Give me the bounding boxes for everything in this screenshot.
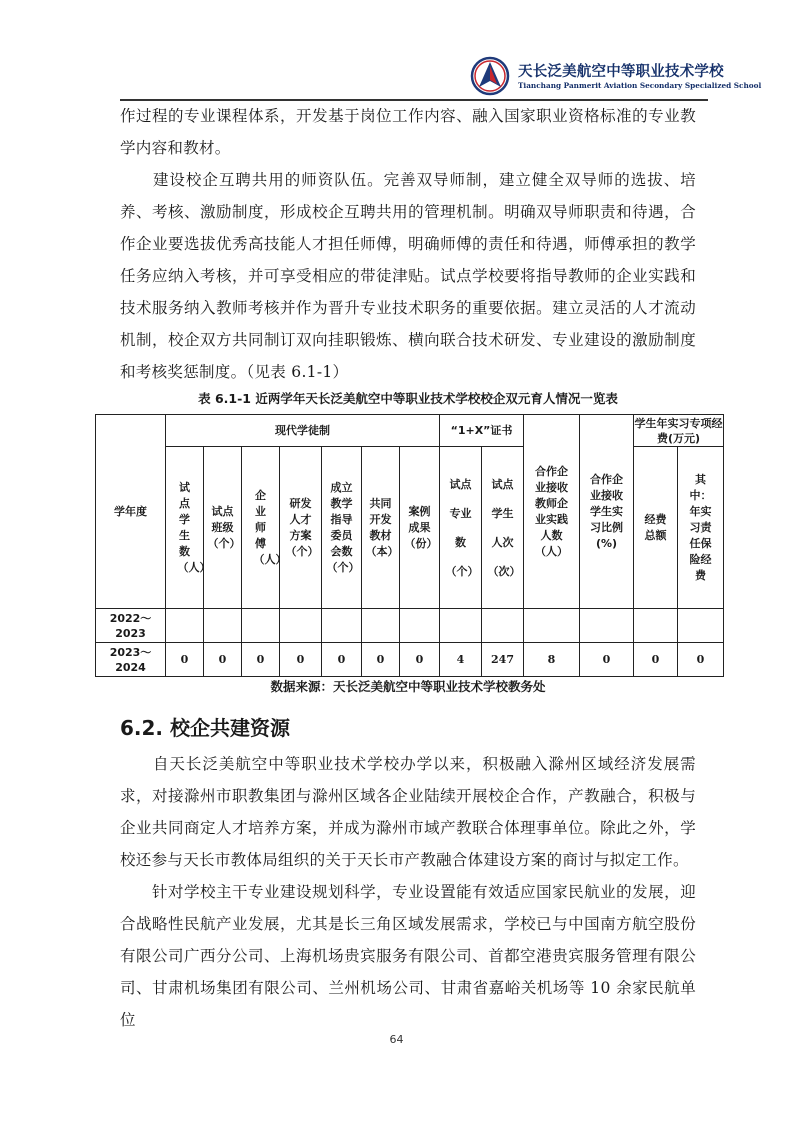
cell-mentors: 0 bbox=[242, 643, 280, 677]
school-logo-icon bbox=[470, 56, 510, 96]
cell-trial-classes bbox=[204, 609, 242, 643]
header-trial-students: 试点学生数（人） bbox=[166, 447, 204, 609]
cell-insurance-funds: 0 bbox=[678, 643, 724, 677]
paragraph-teaching-staff: 建设校企互聘共用的师资队伍。完善双导师制，建立健全双导师的选拔、培养、考核、激励制度，形成校企互聘共用的管理机制。明确双导师职责和待遇，合作企业要选拔优秀高技能人才担任师傅，明确师傅的责任和待遇，师傅承担的教学任务应纳入考核，并可享受相应的带徒津贴。试点学校要将指导教师的企业实践和技术服务纳入教师考核并作为晋升专业技术职务的重要依据。建立灵活的人才流动机制，校企双方共同制订双向挂职锻炼、横向联合技术研发、专业建设的激励制度和考核奖惩制度。（见表 6.1-1） bbox=[120, 171, 696, 381]
header-1x-students: 试点学生人次（次） bbox=[482, 447, 524, 609]
cell-talent-plans: 0 bbox=[280, 643, 322, 677]
cell-committee: 0 bbox=[322, 643, 362, 677]
header-insurance-funds: 其中：年实习责任保险经费 bbox=[678, 447, 724, 609]
header-mentors: 企业师傅（人） bbox=[242, 447, 280, 609]
cell-textbooks bbox=[362, 609, 400, 643]
cell-intern-ratio: 0 bbox=[580, 643, 634, 677]
cell-1x-majors: 4 bbox=[440, 643, 482, 677]
header-1x-certificate: “1+X”证书 bbox=[440, 415, 524, 447]
paragraph-integration: 自天长泛美航空中等职业技术学校办学以来，积极融入滁州区域经济发展需求，对接滁州市职教集团与滁州区域各企业陆续开展校企合作，产教融合，积极与企业共同商定人才培养方案，并成为滁州市域产教联合体理事单位。除此之外，学校还参与天长市教体局组织的关于天长市产教融合体建设方案的商讨与拟定工作。 bbox=[120, 755, 696, 869]
cell-cases bbox=[400, 609, 440, 643]
table-source: 数据来源：天长泛美航空中等职业技术学校教务处 bbox=[270, 679, 546, 694]
header-year: 学年度 bbox=[96, 415, 166, 609]
row-year: 2023～2024 bbox=[96, 643, 166, 677]
header-committee: 成立教学指导委员会数（个） bbox=[322, 447, 362, 609]
cell-1x-majors bbox=[440, 609, 482, 643]
cell-textbooks: 0 bbox=[362, 643, 400, 677]
cell-intern-ratio bbox=[580, 609, 634, 643]
paragraph-curriculum: 作过程的专业课程体系，开发基于岗位工作内容、融入国家职业资格标准的专业教学内容和教材。 bbox=[120, 107, 696, 157]
school-name-en: Tianchang Panmerit Aviation Secondary Specialized School bbox=[518, 81, 762, 90]
cell-practice-teachers: 8 bbox=[524, 643, 580, 677]
header-practice-teachers: 合作企业接收教师企业实践人数（人） bbox=[524, 415, 580, 609]
table-caption: 表 6.1-1 近两学年天长泛美航空中等职业技术学校校企双元育人情况一览表 bbox=[198, 391, 618, 406]
cell-talent-plans bbox=[280, 609, 322, 643]
table-row bbox=[96, 609, 724, 643]
cell-insurance-funds bbox=[678, 609, 724, 643]
cell-mentors bbox=[242, 609, 280, 643]
header-modern-apprenticeship: 现代学徒制 bbox=[166, 415, 440, 447]
dual-education-table bbox=[95, 414, 724, 677]
header-intern-ratio: 合作企业接收学生实习比例(%) bbox=[580, 415, 634, 609]
cell-total-funds bbox=[634, 609, 678, 643]
header-1x-majors: 试点专业数（个） bbox=[440, 447, 482, 609]
cell-trial-classes: 0 bbox=[204, 643, 242, 677]
school-name-cn: 天长泛美航空中等职业技术学校 bbox=[518, 64, 724, 80]
header-talent-plans: 研发人才方案（个） bbox=[280, 447, 322, 609]
header-total-funds: 经费总额 bbox=[634, 447, 678, 609]
cell-trial-students: 0 bbox=[166, 643, 204, 677]
cell-1x-students: 247 bbox=[482, 643, 524, 677]
row-year: 2022～2023 bbox=[96, 609, 166, 643]
cell-1x-students bbox=[482, 609, 524, 643]
header-funding: 学生年实习专项经费(万元) bbox=[634, 416, 723, 445]
cell-cases: 0 bbox=[400, 643, 440, 677]
header-textbooks: 共同开发教材（本） bbox=[362, 447, 400, 609]
page-number: 64 bbox=[389, 1033, 404, 1046]
cell-trial-students bbox=[166, 609, 204, 643]
cell-total-funds: 0 bbox=[634, 643, 678, 677]
paragraph-partners: 针对学校主干专业建设规划科学，专业设置能有效适应国家民航业的发展，迎合战略性民航产业发展，尤其是长三角区域发展需求，学校已与中国南方航空股份有限公司广西分公司、上海机场贵宾服务有限公司、首都空港贵宾服务管理有限公司、甘肃机场集团有限公司、兰州机场公司、甘肃省嘉峪关机场等 10 余家民航单位 bbox=[120, 883, 696, 1029]
table-row bbox=[96, 643, 724, 677]
header-trial-classes: 试点班级（个） bbox=[204, 447, 242, 609]
header-cases: 案例成果（份） bbox=[400, 447, 440, 609]
section-heading: 6.2. 校企共建资源 bbox=[120, 716, 290, 740]
page-header bbox=[120, 46, 762, 104]
cell-practice-teachers bbox=[524, 609, 580, 643]
cell-committee bbox=[322, 609, 362, 643]
